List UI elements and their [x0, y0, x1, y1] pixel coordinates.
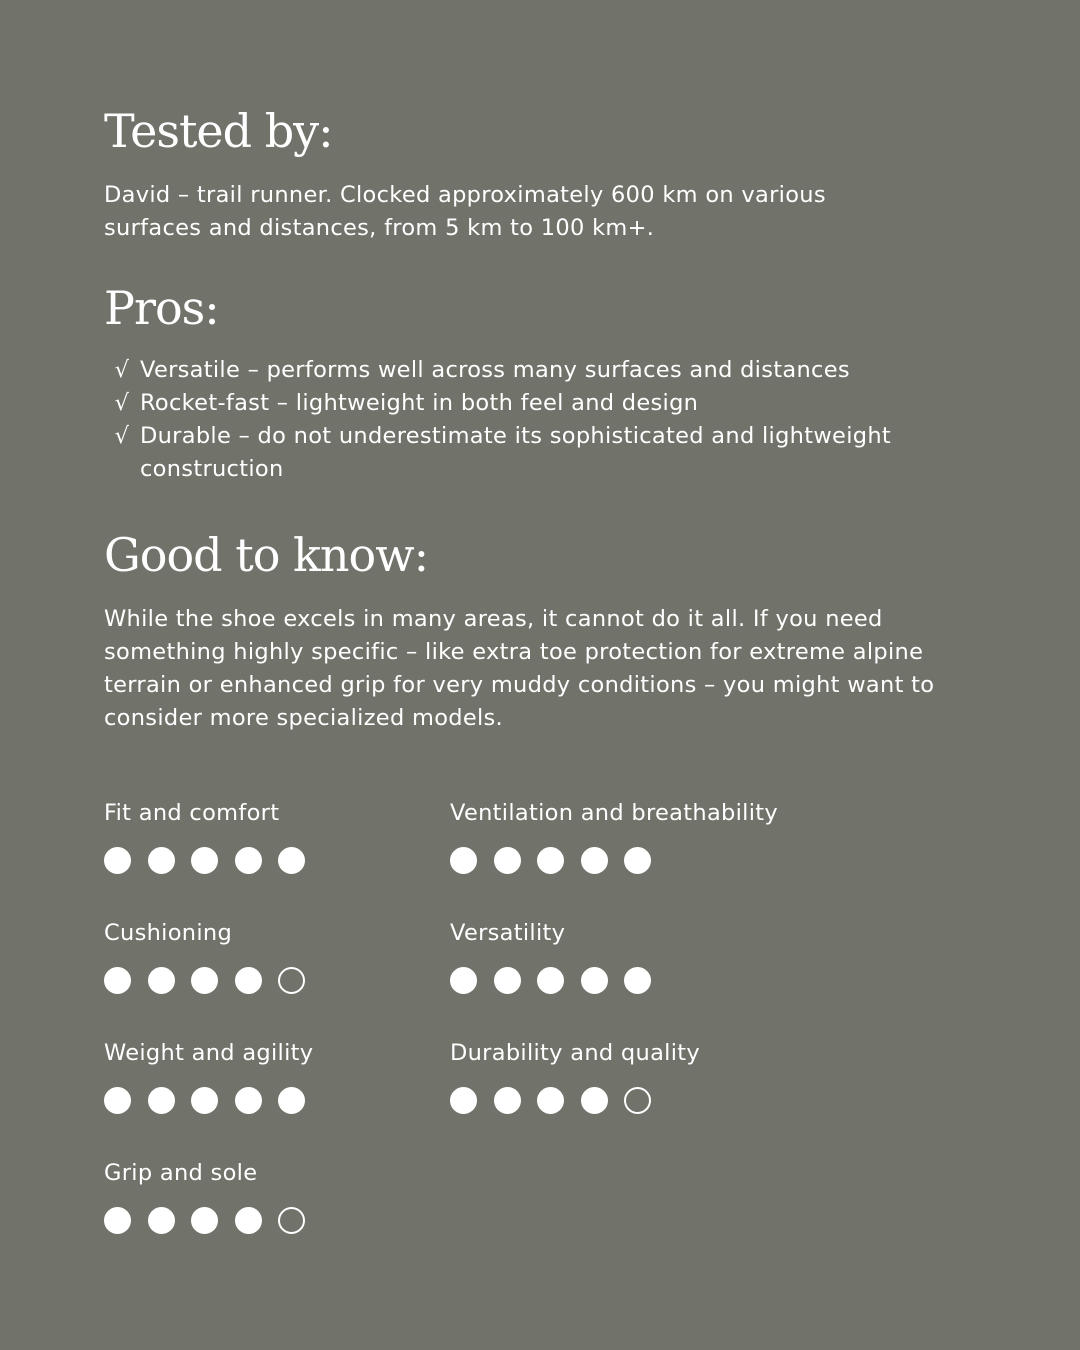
rating-label: Versatility: [450, 920, 566, 946]
rating-dot-filled-icon: [581, 967, 608, 994]
rating-dot-filled-icon: [148, 847, 175, 874]
rating-dot-filled-icon: [494, 1087, 521, 1114]
rating-dots: [450, 847, 810, 874]
pros-item: [104, 354, 954, 387]
rating-dot-filled-icon: [537, 1087, 564, 1114]
rating-weight-and-agility: [104, 1038, 464, 1114]
rating-dot-filled-icon: [235, 1207, 262, 1234]
rating-label: Durability and quality: [450, 1040, 701, 1066]
rating-ventilation-and-breathability: [450, 798, 810, 874]
rating-dot-filled-icon: [494, 967, 521, 994]
rating-dot-filled-icon: [494, 847, 521, 874]
rating-dot-filled-icon: [278, 1087, 305, 1114]
rating-dot-filled-icon: [235, 1087, 262, 1114]
rating-dot-filled-icon: [278, 847, 305, 874]
tested-by-heading: Tested by:: [104, 104, 333, 158]
rating-label: Weight and agility: [104, 1040, 314, 1066]
check-icon: √: [114, 390, 130, 416]
rating-fit-and-comfort: [104, 798, 464, 874]
rating-dot-filled-icon: [148, 1207, 175, 1234]
pros-item-text: Versatile – performs well across many surfaces and distances: [140, 357, 850, 383]
rating-dots: [104, 967, 464, 994]
rating-dots: [104, 1207, 464, 1234]
rating-label: Cushioning: [104, 920, 233, 946]
rating-dot-filled-icon: [104, 1087, 131, 1114]
rating-dot-filled-icon: [235, 967, 262, 994]
rating-dot-filled-icon: [537, 847, 564, 874]
rating-cushioning: [104, 918, 464, 994]
rating-dots: [450, 967, 810, 994]
rating-dot-filled-icon: [104, 967, 131, 994]
rating-label: Fit and comfort: [104, 800, 280, 826]
rating-dot-filled-icon: [191, 1207, 218, 1234]
pros-item-text: Rocket-fast – lightweight in both feel and design: [140, 390, 699, 416]
rating-label: Ventilation and breathability: [450, 800, 779, 826]
rating-dot-filled-icon: [191, 1087, 218, 1114]
check-icon: √: [114, 357, 130, 383]
tested-by-text: David – trail runner. Clocked approximately 600 km on various surfaces and distances, from 5 km to 100 km+.: [104, 182, 826, 241]
rating-dot-filled-icon: [537, 967, 564, 994]
rating-dot-filled-icon: [148, 967, 175, 994]
rating-dot-filled-icon: [581, 847, 608, 874]
rating-dot-filled-icon: [104, 1207, 131, 1234]
rating-dot-filled-icon: [450, 967, 477, 994]
rating-dot-filled-icon: [624, 967, 651, 994]
pros-item: [104, 420, 954, 486]
rating-versatility: [450, 918, 810, 994]
rating-durability-and-quality: [450, 1038, 810, 1114]
rating-dot-empty-icon: [624, 1087, 651, 1114]
pros-item-text: Durable – do not underestimate its sophisticated and lightweight construction: [140, 423, 892, 482]
pros-item: [104, 387, 954, 420]
rating-dots: [104, 847, 464, 874]
rating-dots: [104, 1087, 464, 1114]
rating-dot-filled-icon: [450, 1087, 477, 1114]
rating-dot-empty-icon: [278, 1207, 305, 1234]
pros-heading: Pros:: [104, 281, 219, 335]
rating-dot-filled-icon: [450, 847, 477, 874]
rating-label: Grip and sole: [104, 1160, 258, 1186]
rating-dot-filled-icon: [624, 847, 651, 874]
rating-dot-filled-icon: [235, 847, 262, 874]
rating-dot-empty-icon: [278, 967, 305, 994]
rating-dot-filled-icon: [104, 847, 131, 874]
good-to-know-heading: Good to know:: [104, 528, 429, 582]
rating-grip-and-sole: [104, 1158, 464, 1234]
rating-dot-filled-icon: [148, 1087, 175, 1114]
pros-list: [104, 354, 954, 486]
rating-dot-filled-icon: [191, 967, 218, 994]
rating-dot-filled-icon: [191, 847, 218, 874]
good-to-know-text: While the shoe excels in many areas, it cannot do it all. If you need something highly specific – like extra toe protection for extreme alpine terrain or enhanced grip for very muddy conditions – you might want to consider more specialized models.: [104, 606, 935, 731]
check-icon: √: [114, 423, 130, 449]
rating-dots: [450, 1087, 810, 1114]
rating-dot-filled-icon: [581, 1087, 608, 1114]
